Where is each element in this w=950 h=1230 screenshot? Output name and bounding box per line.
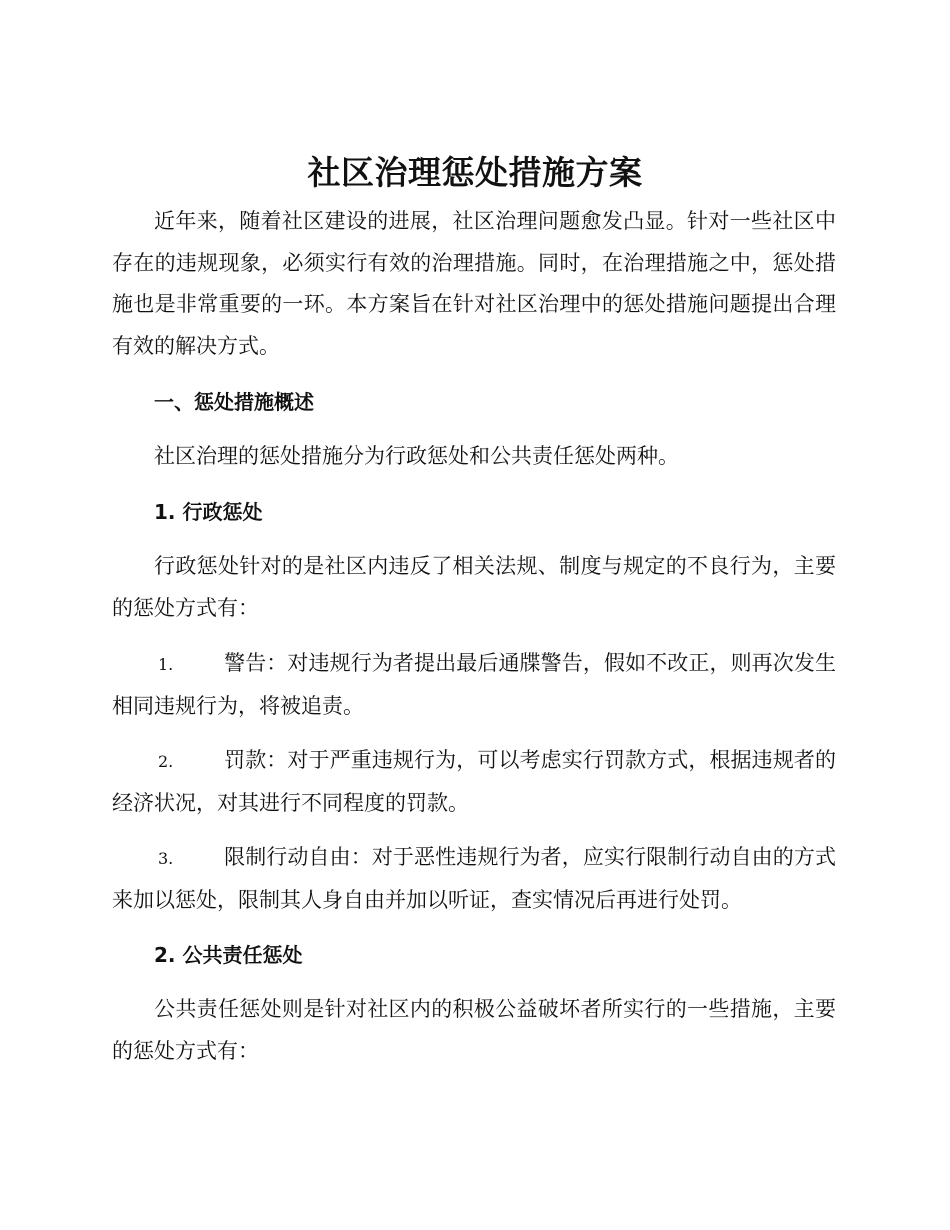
list-item — [112, 643, 836, 727]
list-item-number: 1. — [158, 655, 174, 674]
subsection-heading-public-responsibility: 2. 公共责任惩处 — [154, 943, 303, 967]
list-item — [112, 837, 836, 921]
section-heading-overview: 一、惩处措施概述 — [154, 390, 314, 414]
list-item-number: 3. — [158, 849, 174, 868]
subsection-heading-administrative: 1. 行政惩处 — [154, 500, 263, 524]
public-responsibility-paragraph: 公共责任惩处则是针对社区内的积极公益破坏者所实行的一些措施，主要的惩处方式有： — [112, 997, 836, 1063]
list-item-text: 罚款：对于严重违规行为，可以考虑实行罚款方式，根据违规者的经济状况，对其进行不同程度的罚款。 — [112, 748, 836, 815]
overview-paragraph: 社区治理的惩处措施分为行政惩处和公共责任惩处两种。 — [154, 444, 679, 468]
administrative-paragraph: 行政惩处针对的是社区内违反了相关法规、制度与规定的不良行为，主要的惩处方式有： — [112, 554, 836, 620]
list-item — [112, 740, 836, 824]
list-item-text: 限制行动自由：对于恶性违规行为者，应实行限制行动自由的方式来加以惩处，限制其人身自由并加以听证，查实情况后再进行处罚。 — [112, 845, 836, 912]
list-item-number: 2. — [158, 752, 174, 771]
document-title: 社区治理惩处措施方案 — [307, 153, 643, 192]
intro-paragraph: 近年来，随着社区建设的进展，社区治理问题愈发凸显。针对一些社区中存在的违规现象，必须实行有效的治理措施。同时，在治理措施之中，惩处措施也是非常重要的一环。本方案旨在针对社区治理中的惩处措施问题提出合理有效的解决方式。 — [112, 209, 836, 358]
list-item-text: 警告：对违规行为者提出最后通牒警告，假如不改正，则再次发生相同违规行为，将被追责。 — [112, 651, 836, 718]
